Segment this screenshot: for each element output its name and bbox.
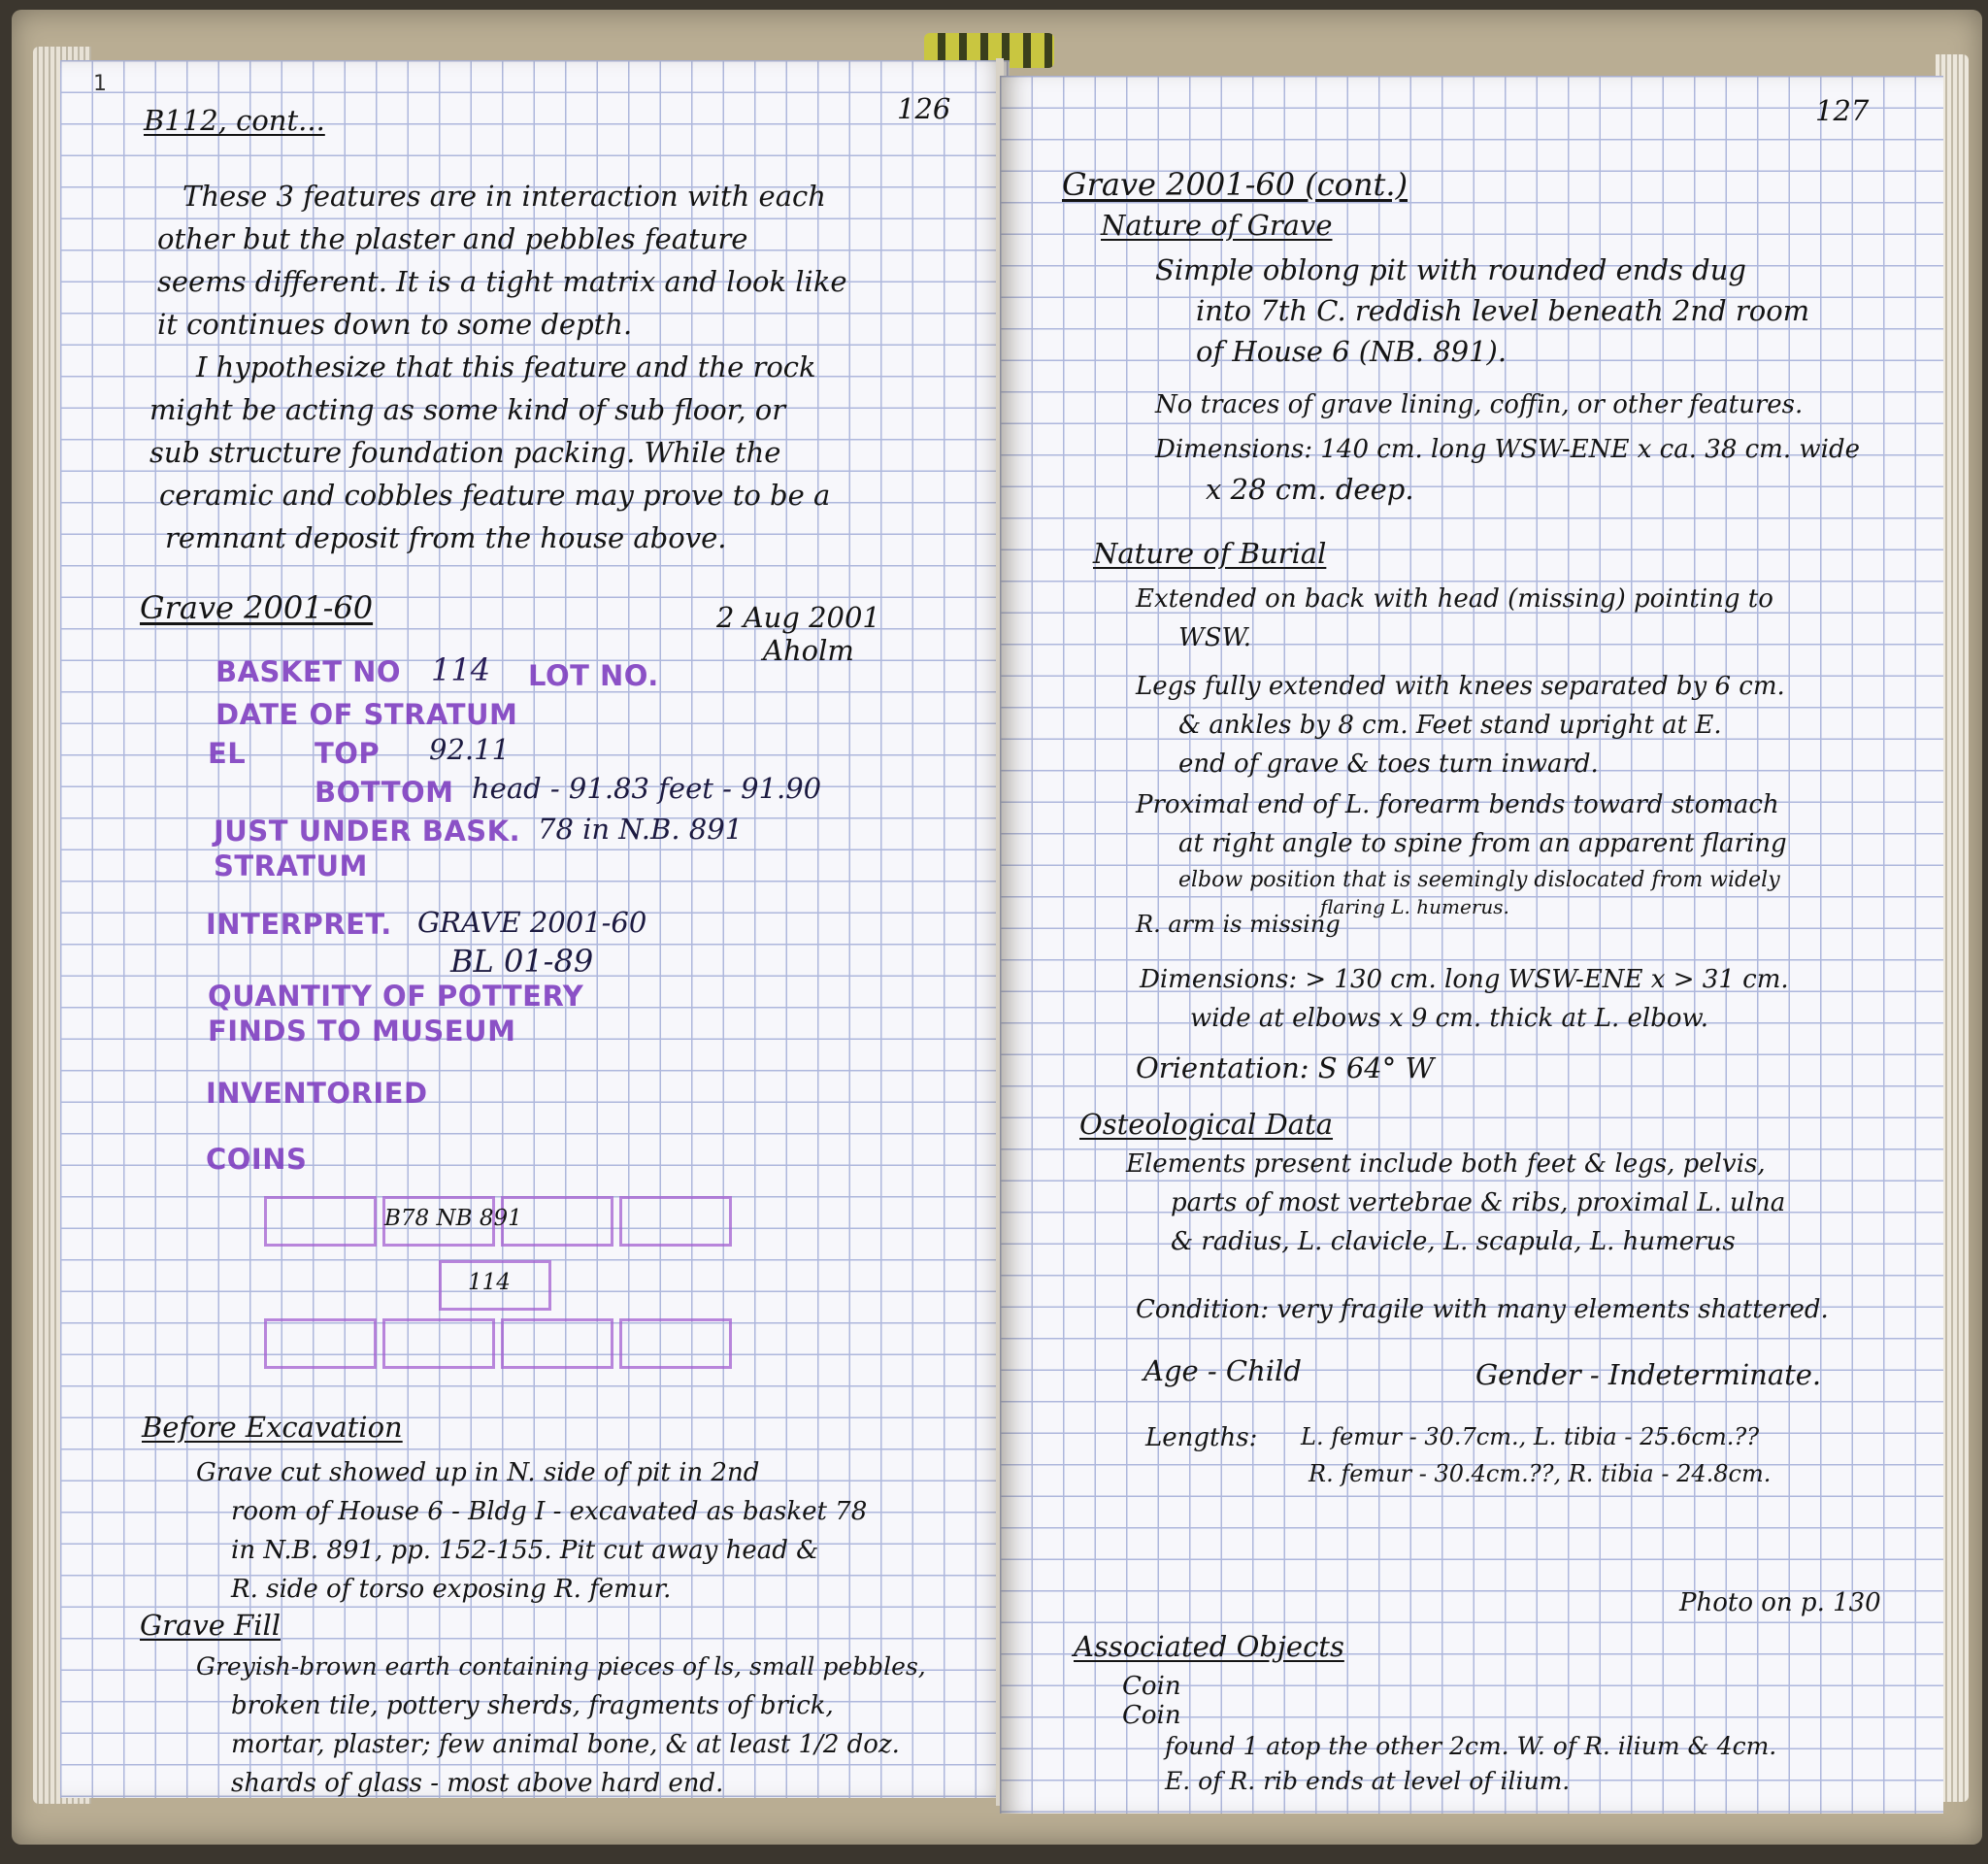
box-note: 114 [468,1270,511,1295]
burial-dimensions: Dimensions: > 130 cm. long WSW-ENE x > 31 cm. [1140,965,1789,994]
stamp-box [264,1196,377,1247]
fill-line: Greyish-brown earth containing pieces of ls, small pebbles, [196,1652,926,1681]
box-note: B78 NB 891 [384,1206,522,1231]
corner-mark: 1 [93,72,107,96]
para2-line: remnant deposit from the house above. [165,521,727,554]
para1-line: it continues down to some depth. [157,308,633,341]
age: Age - Child [1143,1354,1302,1387]
stamp-finds-label: FINDS TO MUSEUM [208,1015,516,1048]
associated-line: found 1 atop the other 2cm. W. of R. ilium & 4cm. [1165,1732,1777,1760]
nature-grave-line: Simple oblong pit with rounded ends dug [1155,253,1746,286]
page-number-right: 127 [1815,94,1870,127]
para2-line: I hypothesize that this feature and the rock [196,350,816,383]
burial-line: at right angle to spine from an apparent flaring [1178,829,1787,858]
osteo-line: Elements present include both feet & legs, pelvis, [1126,1149,1766,1179]
associated-heading: Associated Objects [1074,1630,1344,1663]
burial-line: end of grave & toes turn inward. [1178,749,1599,779]
before-line: Grave cut showed up in N. side of pit in 2nd [196,1458,760,1487]
associated-item: Coin [1122,1672,1181,1701]
before-heading: Before Excavation [142,1411,403,1444]
para2-line: ceramic and cobbles feature may prove to be a [159,479,831,512]
fill-line: mortar, plaster; few animal bone, & at least 1/2 doz. [231,1730,900,1759]
burial-line: Extended on back with head (missing) pointing to [1136,584,1773,614]
burial-dimensions-cont: wide at elbows x 9 cm. thick at L. elbow. [1190,1004,1708,1033]
stamp-top-label: TOP [315,737,381,770]
stamp-inventoried-label: INVENTORIED [206,1077,428,1110]
para1-line: seems different. It is a tight matrix and look like [157,265,847,298]
stamp-date-label: DATE OF STRATUM [215,698,518,731]
left-page [60,60,1010,1798]
nature-burial-heading: Nature of Burial [1093,537,1327,570]
photo-note: Photo on p. 130 [1679,1588,1881,1617]
before-line: room of House 6 - Bldg I - excavated as basket 78 [231,1497,868,1526]
entry-date: 2 Aug 2001 [716,601,880,634]
nature-grave-line: into 7th C. reddish level beneath 2nd room [1196,294,1810,327]
burial-line: Legs fully extended with knees separated by 6 cm. [1136,672,1785,701]
stamp-box [619,1318,732,1369]
stamp-interpret-label: INTERPRET. [206,908,392,941]
para2-line: might be acting as some kind of sub floor, or [149,393,786,426]
lengths-line: R. femur - 30.4cm.??, R. tibia - 24.8cm. [1309,1460,1772,1487]
stamp-el-label: EL [208,737,247,770]
para1-line: other but the plaster and pebbles feature [157,222,748,255]
stamp-quantity-label: QUANTITY OF POTTERY [208,980,584,1013]
left-header: B112, cont... [144,104,325,137]
nature-grave-line: of House 6 (NB. 891). [1196,335,1508,368]
grave-dimensions: Dimensions: 140 cm. long WSW-ENE x ca. 38 cm. wide [1155,435,1860,464]
stamp-box [264,1318,377,1369]
grave-heading: Grave 2001-60 [140,589,374,626]
associated-item: Coin [1122,1701,1181,1730]
stamp-box [501,1318,613,1369]
orientation: Orientation: S 64° W [1136,1051,1435,1084]
condition: Condition: very fragile with many elements shattered. [1136,1295,1829,1324]
gender: Gender - Indeterminate. [1475,1358,1822,1391]
associated-line: E. of R. rib ends at level of ilium. [1165,1767,1571,1795]
no-traces-line: No traces of grave lining, coffin, or other features. [1155,390,1804,419]
burial-line: Proximal end of L. forearm bends toward stomach [1136,790,1779,819]
right-title: Grave 2001-60 (cont.) [1062,166,1408,203]
stamp-just-under-label: JUST UNDER BASK. [214,815,521,848]
stamp-top-value: 92.11 [429,733,511,766]
stamp-coins-label: COINS [206,1143,308,1176]
fill-line: shards of glass - most above hard end. [231,1769,724,1798]
burial-line: elbow position that is seemingly dislocated from widely [1178,868,1780,892]
fill-heading: Grave Fill [140,1609,282,1642]
stamp-basket-value: 114 [431,651,491,688]
stamp-interpret-value: GRAVE 2001-60 [417,906,647,939]
burial-line: WSW. [1178,623,1251,652]
stamp-bottom-values: head - 91.83 feet - 91.90 [472,772,822,805]
osteo-heading: Osteological Data [1079,1108,1334,1141]
grave-dimensions-cont: x 28 cm. deep. [1206,473,1414,506]
stamp-box [382,1318,495,1369]
before-line: in N.B. 891, pp. 152-155. Pit cut away head & [231,1536,819,1565]
page-number-left: 126 [897,92,951,125]
para1-line: These 3 features are in interaction with each [182,180,826,213]
stamp-just-under-value: 78 in N.B. 891 [538,813,744,846]
para2-line: sub structure foundation packing. While the [149,436,781,469]
stamp-interpret-value-2: BL 01-89 [450,943,594,980]
burial-line: flaring L. humerus. [1320,895,1509,918]
initials: Aholm [763,634,854,667]
stamp-bottom-label: BOTTOM [315,776,454,809]
right-page [1000,76,1943,1814]
burial-line: & ankles by 8 cm. Feet stand upright at E. [1178,711,1722,740]
lengths-label: Lengths: [1145,1423,1258,1452]
burial-line: R. arm is missing [1136,911,1341,938]
stamp-basket-label: BASKET NO [215,655,402,688]
nature-grave-heading: Nature of Grave [1101,209,1333,242]
osteo-line: parts of most vertebrae & ribs, proximal L. ulna [1171,1188,1786,1217]
osteo-line: & radius, L. clavicle, L. scapula, L. humerus [1171,1227,1736,1256]
fill-line: broken tile, pottery sherds, fragments of brick, [231,1691,834,1720]
stamp-box [619,1196,732,1247]
stamp-stratum-label: STRATUM [214,849,368,882]
stamp-lot-label: LOT NO. [528,659,659,692]
before-line: R. side of torso exposing R. femur. [231,1575,672,1604]
lengths-line: L. femur - 30.7cm., L. tibia - 25.6cm.?? [1301,1423,1760,1450]
